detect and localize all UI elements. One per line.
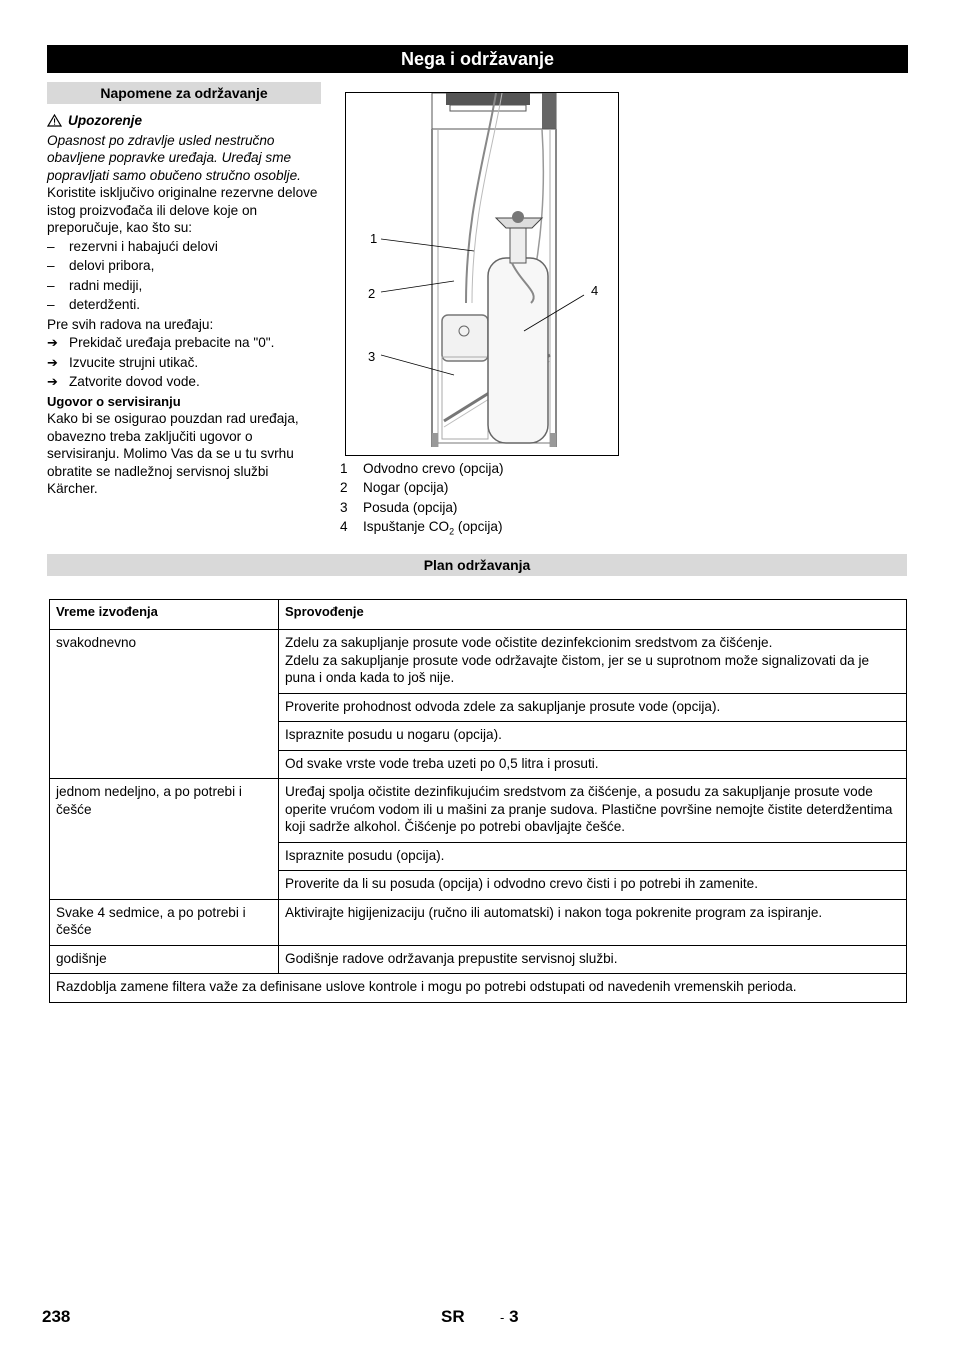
action-cell: Aktivirajte higijenizaciju (ručno ili automatski) i nakon toga pokrenite program za ispiranje. xyxy=(279,899,907,945)
action-cell: Od svake vrste vode treba uzeti po 0,5 litra i prosuti. xyxy=(279,750,907,779)
time-cell: godišnje xyxy=(50,945,279,974)
steps-list xyxy=(47,334,322,391)
device-drawing xyxy=(346,93,618,455)
column-header-time: Vreme izvođenja xyxy=(50,600,279,630)
parts-list xyxy=(47,238,322,314)
warning-heading xyxy=(47,112,322,130)
table-row xyxy=(50,779,907,843)
maintenance-notes-heading: Napomene za održavanje xyxy=(47,82,321,104)
legend-item xyxy=(340,478,640,497)
action-cell: Godišnje radove održavanja prepustite servisnoj službi. xyxy=(279,945,907,974)
legend-number: 1 xyxy=(340,461,348,476)
warning-text: Opasnost po zdravlje usled nestručno obavljene popravke uređaja. Uređaj sme popravljati samo obučeno stručno osoblje. xyxy=(47,132,301,183)
maintenance-plan-table xyxy=(49,599,907,1003)
callout-2: 2 xyxy=(368,286,376,301)
list-item: – deterdženti. xyxy=(47,296,322,314)
table-row xyxy=(50,974,907,1003)
action-cell: Uređaj spolja očistite dezinfikujućim sredstvom za čišćenje, a posudu za sakupljanje prosute vode operite vrućom vodom ili u mašini za pranje sudova. Plastične površine nemojte čistite deterdžentima koji sadrže alkohol. Čišćenje po potrebi obavljajte češće. xyxy=(279,779,907,843)
service-contract-heading: Ugovor o servisiranju xyxy=(47,393,181,409)
legend-number: 2 xyxy=(340,480,348,496)
action-cell: Proverite da li su posuda (opcija) i odvodno crevo čisti i po potrebi ih zamenite. xyxy=(279,871,907,900)
page-number: 238 xyxy=(42,1307,71,1326)
legend-text: Odvodno crevo (opcija) xyxy=(363,461,504,476)
section-page-prefix: - xyxy=(500,1310,505,1325)
time-cell: svakodnevno xyxy=(50,630,279,779)
action-cell: Zdelu za sakupljanje prosute vode očistite dezinfekcionim sredstvom za čišćenje. Zdelu za sakupljanje prosute vode održavajte čistom, jer se u suprotnom može signalizovati da je puna i onda kada to još nije. xyxy=(279,630,907,694)
legend-text-part: (opcija) xyxy=(454,518,503,534)
language-code: SR xyxy=(441,1307,465,1326)
device-illustration xyxy=(345,92,619,456)
maintenance-notes-column xyxy=(47,112,322,498)
table-header-row xyxy=(50,600,907,630)
legend-text: Posuda (opcija) xyxy=(363,499,458,515)
legend-item xyxy=(340,459,640,478)
section-page-number: 3 xyxy=(509,1307,519,1326)
legend-subscript: 2 xyxy=(449,526,455,537)
legend-text: Nogar (opcija) xyxy=(363,480,449,496)
before-work-text: Pre svih radova na uređaju: xyxy=(47,316,214,332)
callout-1: 1 xyxy=(370,231,378,246)
warning-label: Upozorenje xyxy=(68,113,143,128)
list-item: – rezervni i habajući delovi xyxy=(47,238,322,256)
time-cell: jednom nedeljno, a po potrebi i češće xyxy=(50,779,279,900)
parts-intro: Koristite isključivo originalne rezervne delove istog proizvođača ili delove koje on preporučuje, kao što su: xyxy=(47,185,318,235)
table-row xyxy=(50,899,907,945)
legend-text-part: Ispuštanje CO xyxy=(363,518,450,534)
plan-heading: Plan održavanja xyxy=(47,554,907,576)
list-item: – delovi pribora, xyxy=(47,257,322,275)
section-page xyxy=(500,1307,519,1327)
callout-4: 4 xyxy=(591,283,599,298)
figure-legend xyxy=(340,459,640,542)
table-row xyxy=(50,630,907,694)
table-note: Razdoblja zamene filtera važe za definisane uslove kontrole i mogu po potrebi odstupati od navedenih vremenskih perioda. xyxy=(50,974,907,1003)
legend-number: 3 xyxy=(340,499,348,515)
warning-icon xyxy=(47,114,62,127)
table-row xyxy=(50,945,907,974)
legend-item xyxy=(340,498,640,517)
legend-text xyxy=(363,517,503,542)
legend-item xyxy=(340,517,640,542)
page-title: Nega i održavanje xyxy=(47,45,908,73)
list-item: – radni mediji, xyxy=(47,277,322,295)
step-item: ➔ Prekidač uređaja prebacite na "0". xyxy=(47,334,322,352)
legend-number: 4 xyxy=(340,518,348,534)
step-item: ➔ Izvucite strujni utikač. xyxy=(47,354,322,372)
action-cell: Ispraznite posudu u nogaru (opcija). xyxy=(279,722,907,751)
action-cell: Proverite prohodnost odvoda zdele za sakupljanje prosute vode (opcija). xyxy=(279,693,907,722)
step-item: ➔ Zatvorite dovod vode. xyxy=(47,373,322,391)
column-header-action: Sprovođenje xyxy=(279,600,907,630)
action-cell: Ispraznite posudu (opcija). xyxy=(279,842,907,871)
time-cell: Svake 4 sedmice, a po potrebi i češće xyxy=(50,899,279,945)
service-contract-text: Kako bi se osigurao pouzdan rad uređaja, obavezno treba zaključiti ugovor o servisiranju. Molimo Vas da se u tu svrhu obratite se nadležnoj servisnoj službi Kärcher. xyxy=(47,411,299,496)
callout-3: 3 xyxy=(368,349,376,364)
